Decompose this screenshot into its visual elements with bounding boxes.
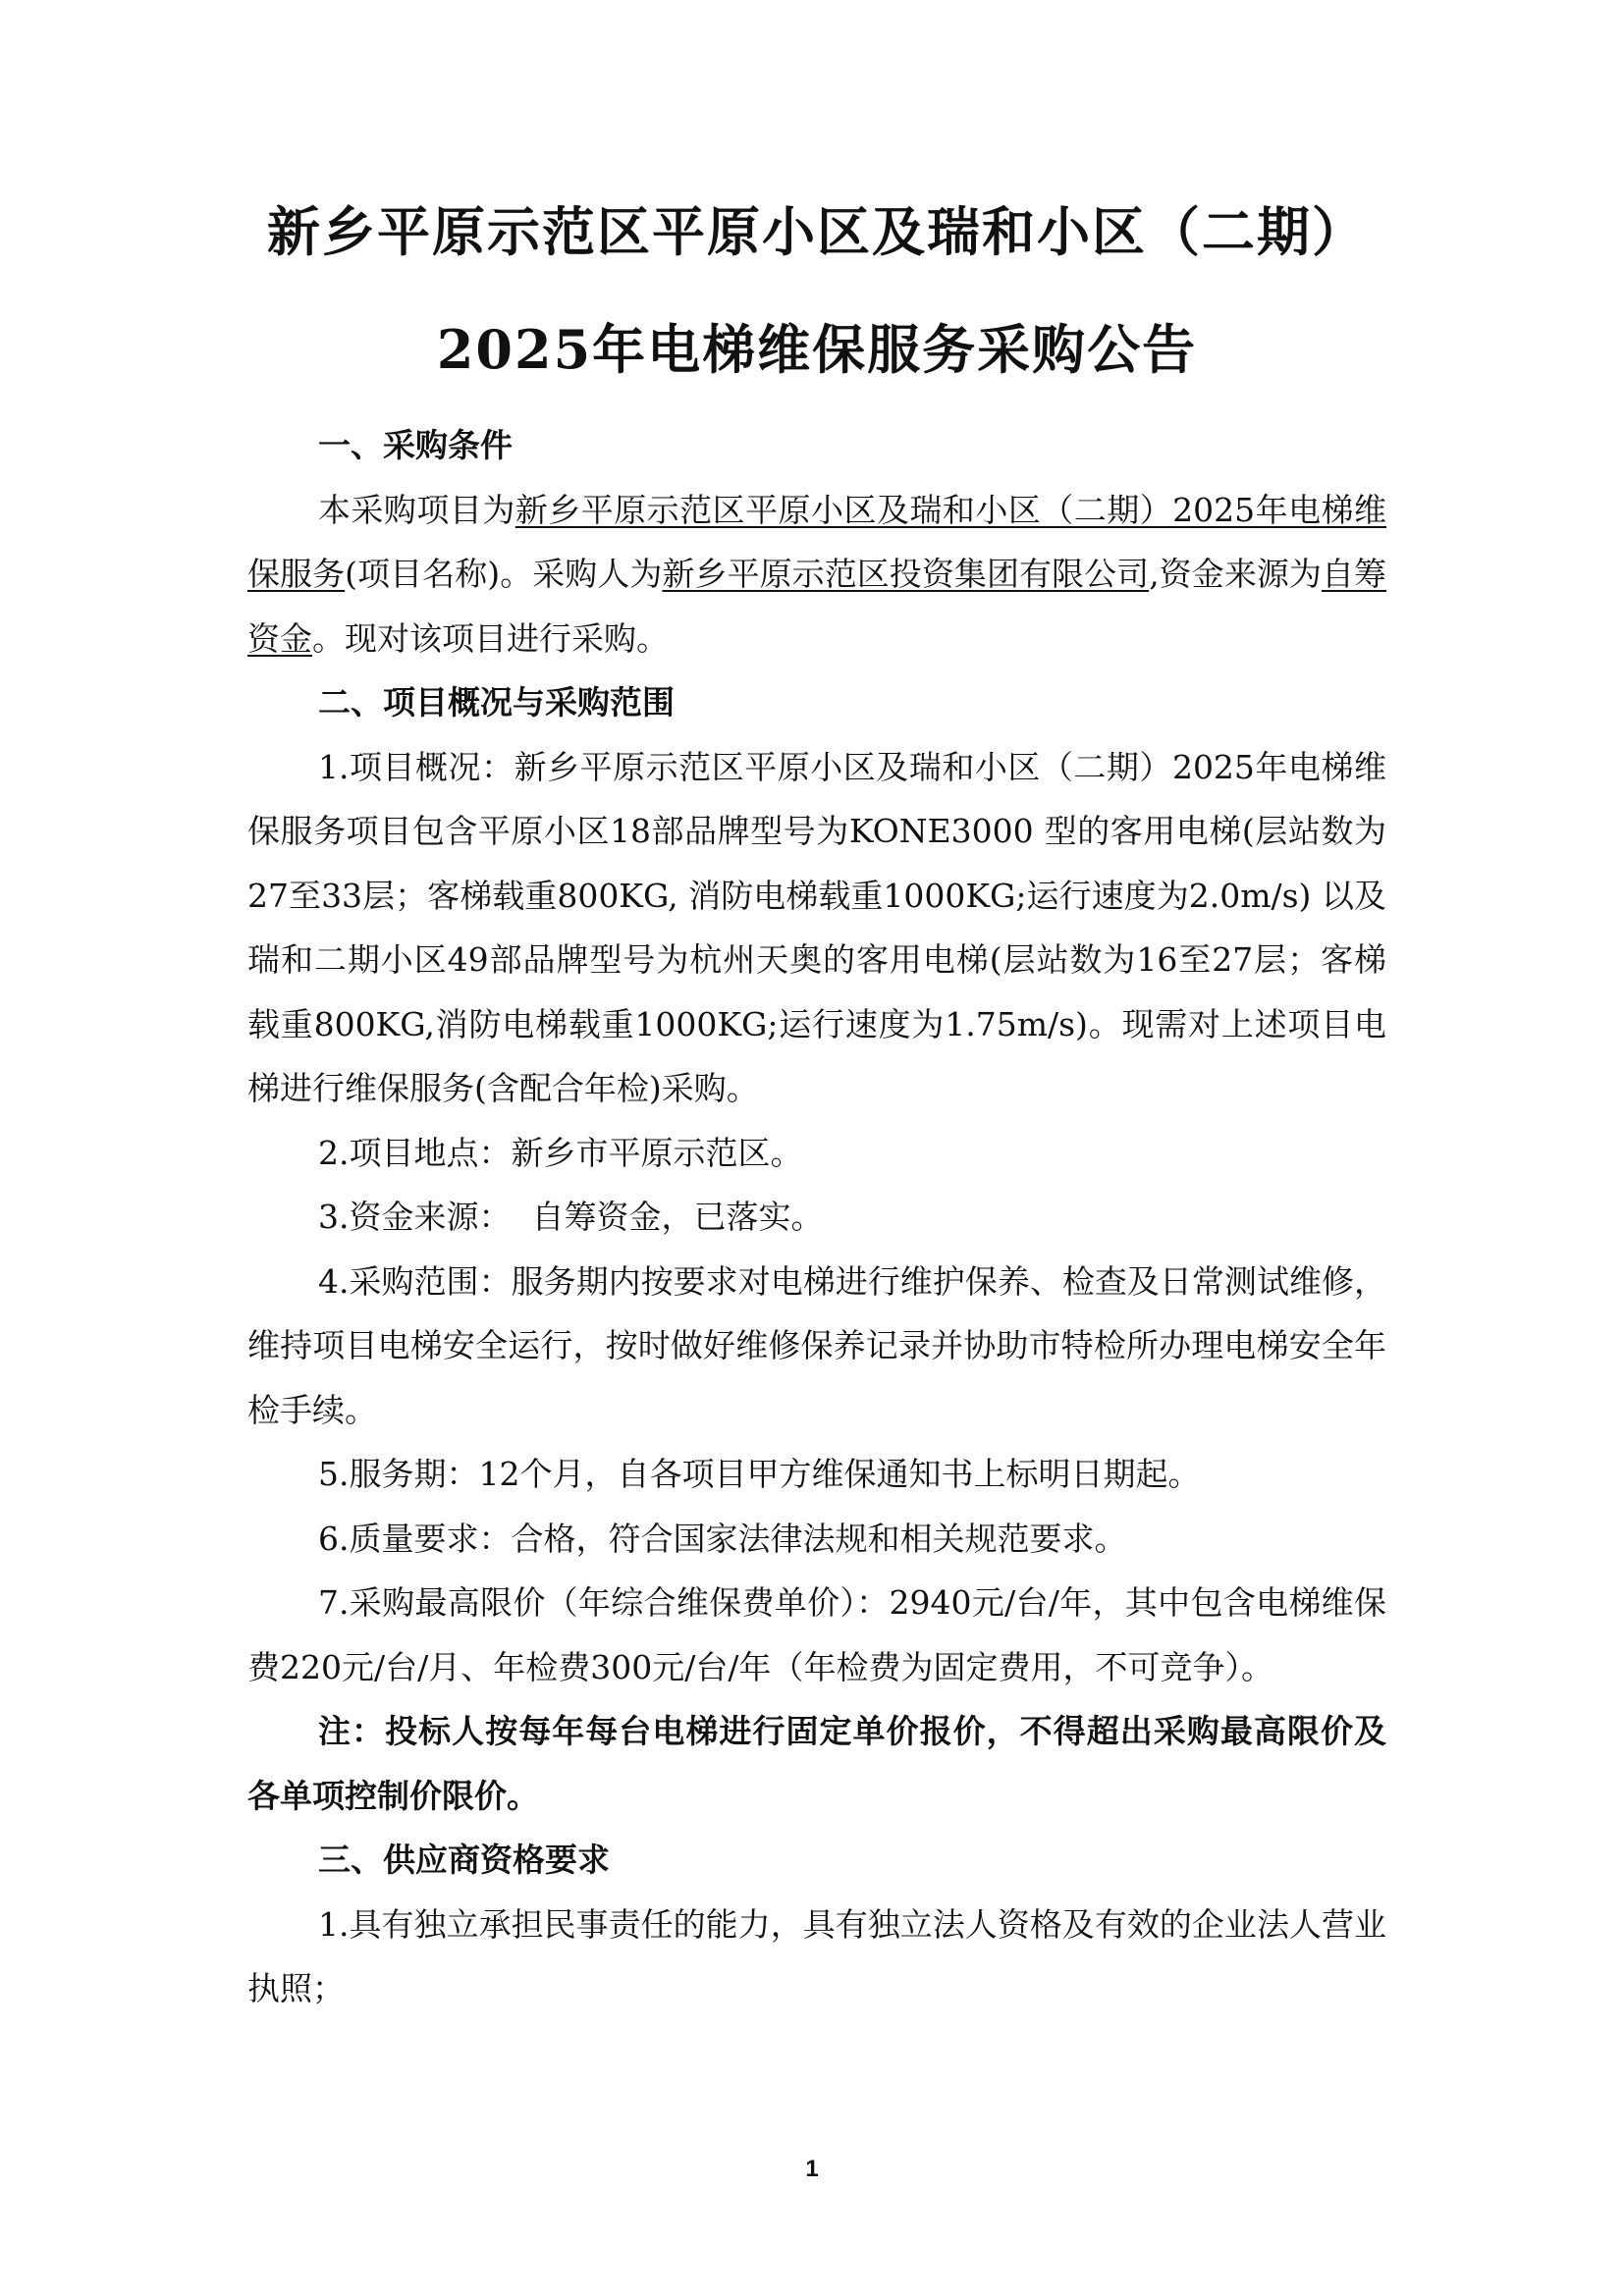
section3-item1: 1.具有独立承担民事责任的能力，具有独立法人资格及有效的企业法人营业执照； xyxy=(247,1904,1386,2007)
section1-paragraph xyxy=(247,478,1386,671)
section2-item5: 5.服务期：12个月，自各项目甲方维保通知书上标明日期起。 xyxy=(318,1455,1201,1493)
project-name: 新乡平原示范区平原小区及瑞和小区（二期）2025年电梯维保服务 xyxy=(247,490,1387,593)
section1-text-d: 。现对该项目进行采购。 xyxy=(312,618,669,658)
section2-item3: 3.资金来源： 自筹资金，已落实。 xyxy=(318,1198,824,1236)
fund-source: 自筹资金 xyxy=(247,555,1387,658)
section2-item7: 7.采购最高限价（年综合维保费单价）：2940元/台/年，其中包含电梯维保费220元/台/月、年检费300元/台/年（年检费为固定费用，不可竞争）。 xyxy=(247,1583,1386,1686)
document-title-line1: 新乡平原示范区平原小区及瑞和小区（二期） xyxy=(267,200,1367,263)
section2-item4: 4.采购范围：服务期内按要求对电梯进行维护保养、检查及日常测试维修，维持项目电梯安全运行，按时做好维修保养记录并协助市特检所办理电梯安全年检手续。 xyxy=(247,1261,1386,1429)
section1-heading: 一、采购条件 xyxy=(318,426,513,464)
document-title-line2: 2025年电梯维保服务采购公告 xyxy=(436,318,1198,381)
section1-text-a: 本采购项目为 xyxy=(318,490,515,529)
section3-heading: 三、供应商资格要求 xyxy=(318,1841,610,1879)
document-body xyxy=(247,413,1386,2021)
section2-item2: 2.项目地点：新乡市平原示范区。 xyxy=(318,1133,803,1172)
section2-item1: 1.项目概况：新乡平原示范区平原小区及瑞和小区（二期）2025年电梯维保服务项目包含平原小区18部品牌型号为KONE3000 型的客用电梯(层站数为27至33层；客梯载重800KG, 消防电梯载重1000KG;运行速度为2.0m/s) 以及瑞和二期小区49部品牌型号为杭州天奥的客用电梯(层站数为16至27层；客梯载重800KG,消防电梯载重1000KG;运行速度为1.75m/s)。现需对上述项目电梯进行维保服务(含配合年检)采购。 xyxy=(247,747,1386,1107)
section2-item6: 6.质量要求：合格，符合国家法律法规和相关规范要求。 xyxy=(318,1519,1127,1558)
page-number: 1 xyxy=(805,2156,819,2182)
section1-text-b: (项目名称)。采购人为 xyxy=(345,555,663,593)
section1-text-c: ,资金来源为 xyxy=(1149,555,1322,593)
purchaser-name: 新乡平原示范区投资集团有限公司 xyxy=(662,555,1150,593)
section2-note: 注：投标人按每年每台电梯进行固定单价报价，不得超出采购最高限价及各单项控制价限价。 xyxy=(247,1712,1386,1815)
section2-heading: 二、项目概况与采购范围 xyxy=(318,683,675,721)
